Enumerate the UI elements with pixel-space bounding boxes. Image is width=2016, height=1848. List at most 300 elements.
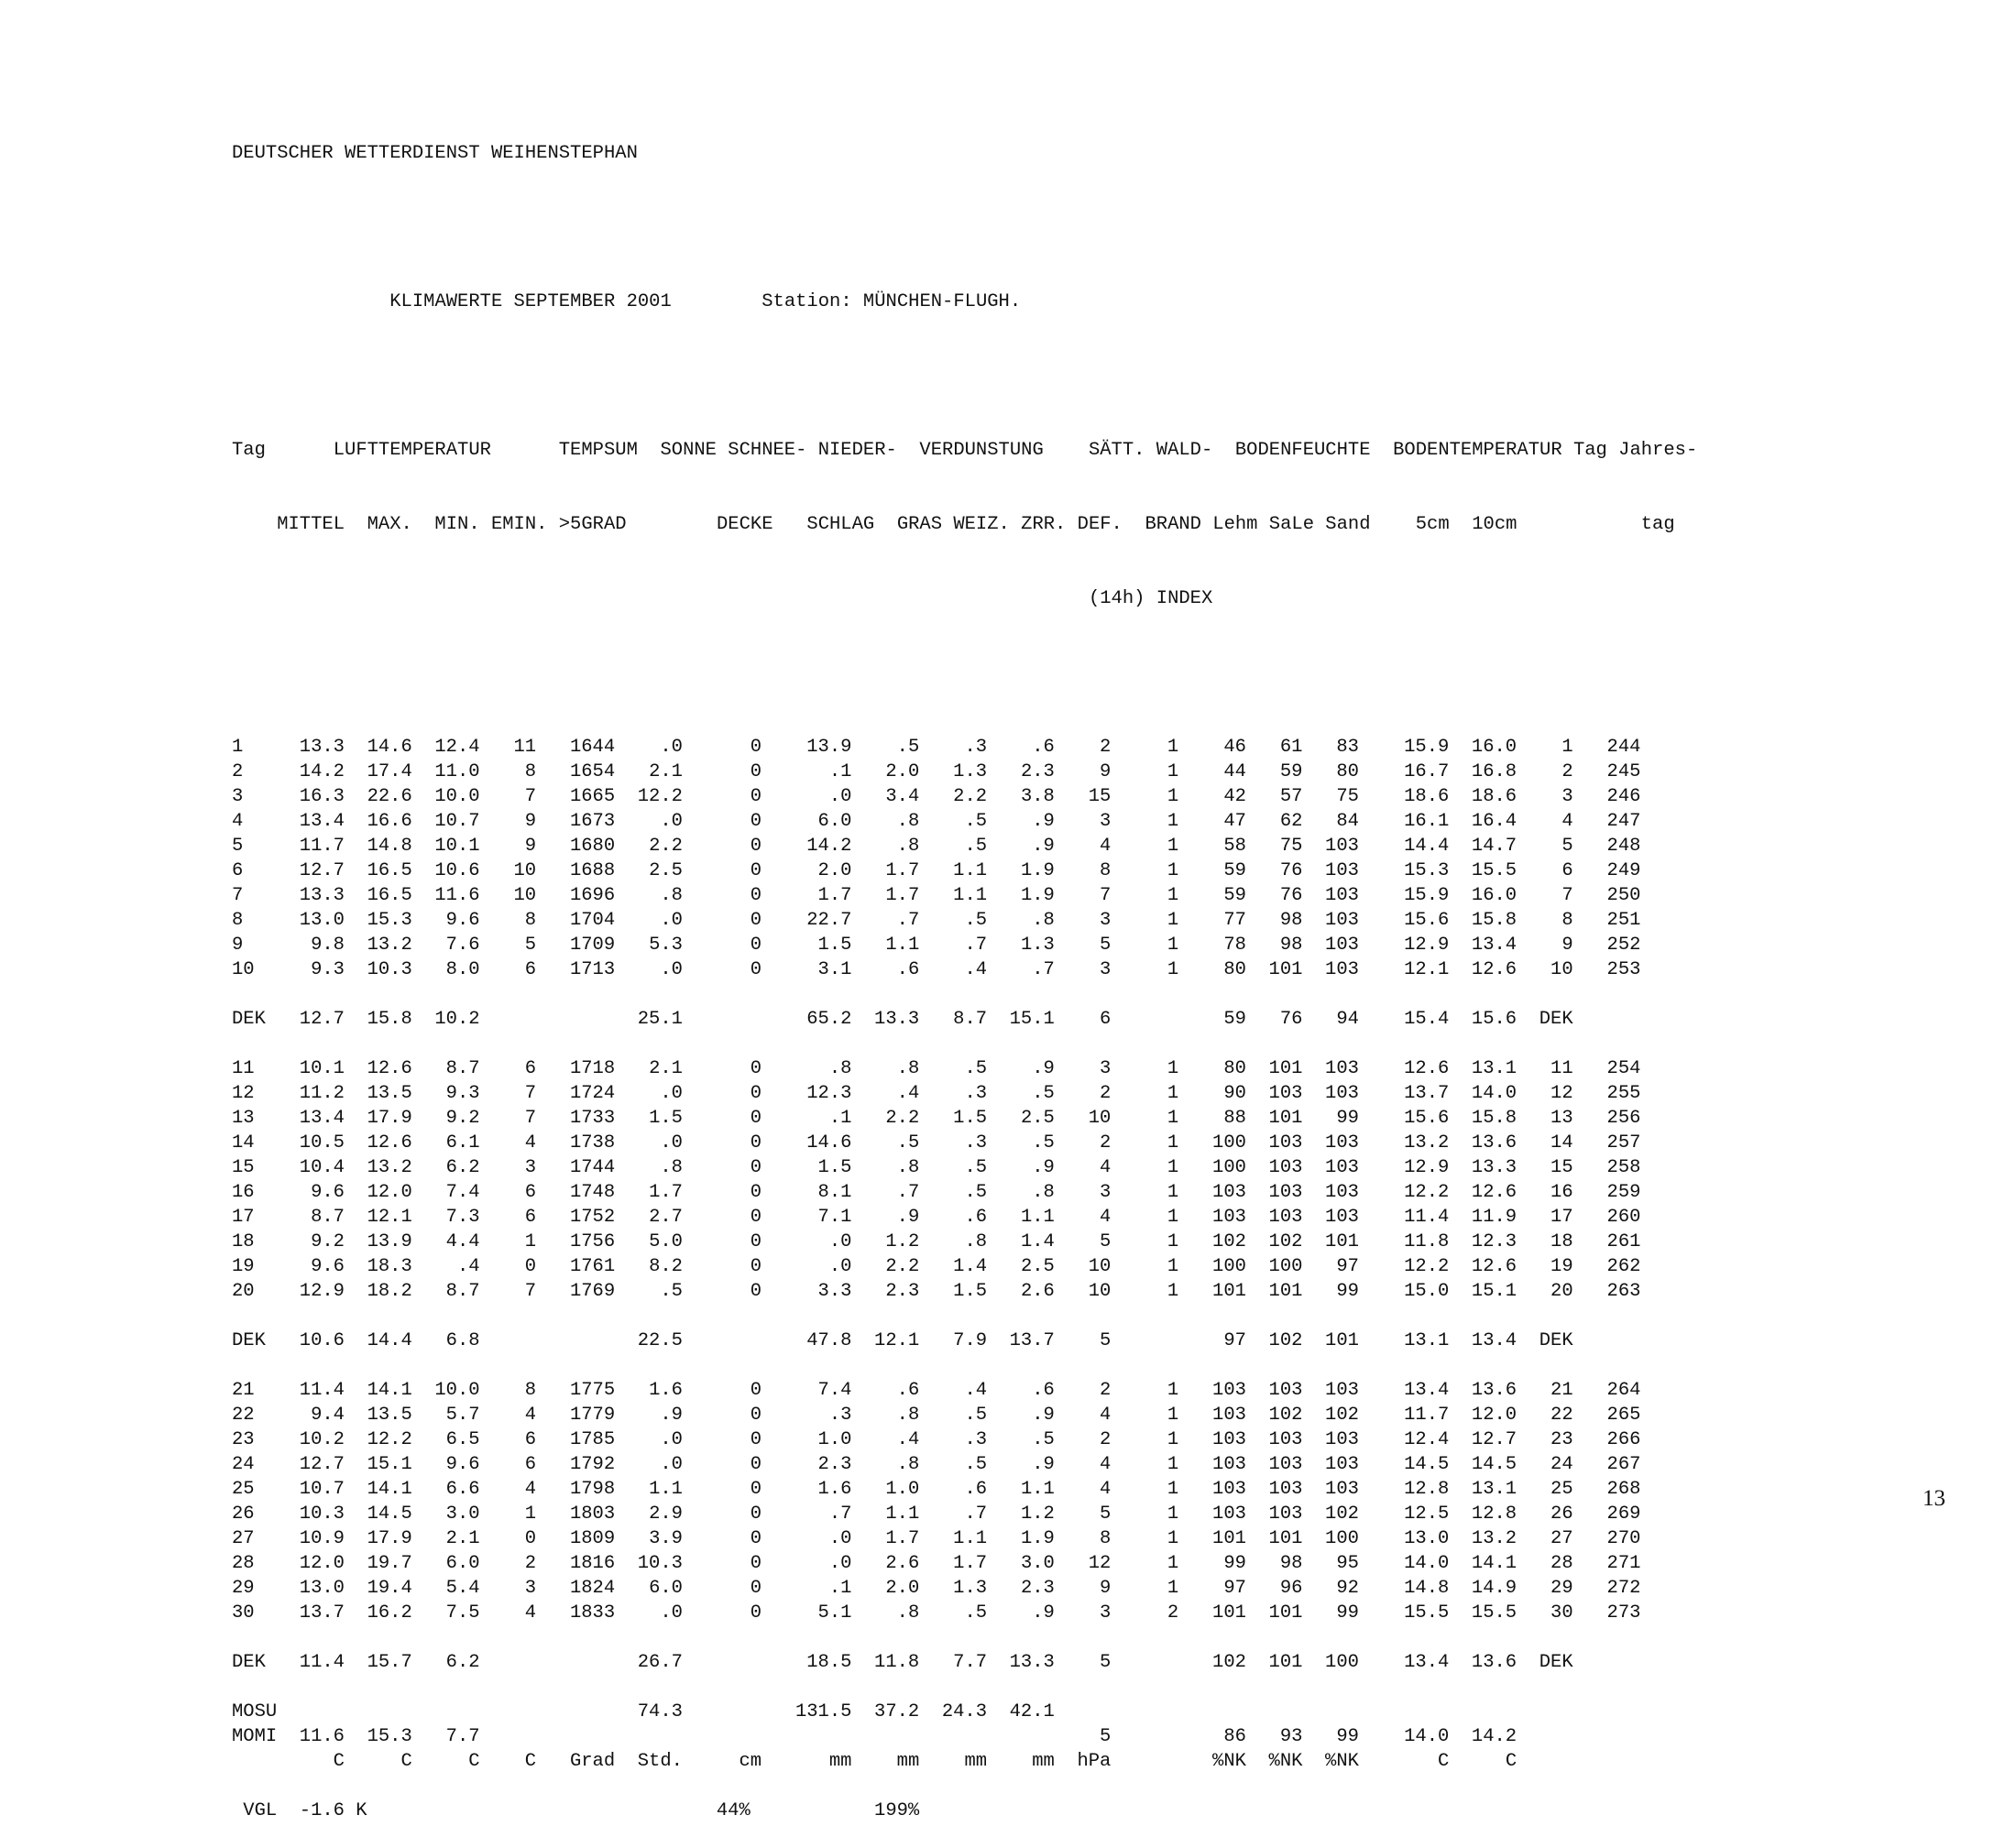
cell: 103 (1212, 1182, 1246, 1203)
table-row (232, 908, 1697, 933)
cell: 12.8 (1404, 1479, 1450, 1500)
cell: .8 (896, 1157, 920, 1178)
cell: 103 (1268, 1454, 1303, 1475)
cell: 5.0 (649, 1231, 683, 1252)
cell: 13.3 (1471, 1157, 1517, 1178)
cell: 30 (232, 1602, 255, 1624)
cell: 18.3 (367, 1256, 412, 1277)
cell: 22 (232, 1405, 255, 1426)
cell: 14.5 (1471, 1454, 1517, 1475)
cell: 13.0 (299, 910, 345, 931)
cell: 1738 (569, 1132, 616, 1154)
cell: 0 (750, 959, 762, 980)
cell: 102 (1325, 1504, 1359, 1525)
cell: 4 (232, 811, 244, 832)
cell: 12 (1550, 1083, 1573, 1104)
cell: 1724 (569, 1083, 616, 1104)
cell: 103 (1325, 1083, 1359, 1104)
cell: 15.8 (1471, 910, 1517, 931)
cell: 6 (524, 1429, 537, 1450)
cell: 4.4 (445, 1231, 480, 1252)
cell: 13.2 (367, 935, 412, 956)
cell: .3 (964, 1083, 988, 1104)
cell: 16.1 (1404, 811, 1450, 832)
cell: 263 (1606, 1281, 1641, 1302)
cell: .4 (456, 1256, 480, 1277)
cell: 255 (1606, 1083, 1641, 1104)
cell: 1 (1167, 1058, 1179, 1079)
cell: 5.4 (445, 1578, 480, 1599)
cell: 15.1 (1009, 1009, 1055, 1030)
cell: 101 (1268, 959, 1303, 980)
cell: 100 (1212, 1256, 1246, 1277)
table-row (232, 834, 1697, 858)
cell: 12.9 (1404, 1157, 1450, 1178)
cell: 16.5 (367, 860, 412, 881)
cell: 249 (1606, 860, 1641, 881)
dekad-row (232, 1007, 1697, 1032)
cell: 2.3 (1020, 761, 1055, 782)
cell: 245 (1606, 761, 1641, 782)
cell: 12.7 (299, 1454, 345, 1475)
cell: 15.6 (1404, 910, 1450, 931)
cell: 6.5 (445, 1429, 480, 1450)
cell: .8 (896, 811, 920, 832)
cell: 101 (1212, 1602, 1246, 1624)
mosu-row (232, 1700, 1697, 1724)
cell: 7 (524, 786, 537, 807)
cell: 88 (1223, 1108, 1246, 1129)
cell: 101 (1268, 1108, 1303, 1129)
cell: 11.4 (299, 1652, 345, 1673)
cell: .5 (660, 1281, 683, 1302)
cell: 1 (1167, 959, 1179, 980)
cell: 2.3 (1020, 1578, 1055, 1599)
cell: 6.8 (445, 1330, 480, 1351)
cell: 3 (1100, 959, 1112, 980)
cell: 10.0 (434, 1380, 480, 1401)
cell: 2.3 (885, 1281, 920, 1302)
cell: 98 (1279, 935, 1303, 956)
cell: 14.6 (367, 737, 412, 758)
cell: 1 (524, 1504, 537, 1525)
cell: 100 (1325, 1652, 1359, 1673)
cell: 11 (232, 1058, 255, 1079)
table-row (232, 883, 1697, 908)
cell: .0 (660, 910, 683, 931)
cell: 98 (1279, 1553, 1303, 1574)
report-title: KLIMAWERTE SEPTEMBER 2001 (389, 291, 672, 312)
cell: 2.5 (1020, 1108, 1055, 1129)
cell: 102 (1268, 1405, 1303, 1426)
cell: 1.5 (953, 1108, 988, 1129)
cell: 7 (1100, 885, 1112, 906)
cell: .8 (896, 1602, 920, 1624)
cell: hPa (1077, 1751, 1112, 1772)
cell: 1.9 (1020, 860, 1055, 881)
cell: 103 (1325, 860, 1359, 881)
cell: .5 (964, 1058, 988, 1079)
cell: 13.4 (299, 811, 345, 832)
cell: .0 (660, 1454, 683, 1475)
cell: 252 (1606, 935, 1641, 956)
cell: 259 (1606, 1182, 1641, 1203)
cell: .5 (964, 1602, 988, 1624)
cell: .5 (1032, 1083, 1055, 1104)
cell: 257 (1606, 1132, 1641, 1154)
cell: 103 (1325, 1454, 1359, 1475)
cell: 14.2 (299, 761, 345, 782)
cell: 13.7 (1404, 1083, 1450, 1104)
cell: 248 (1606, 836, 1641, 857)
cell: DEK (1539, 1330, 1573, 1351)
cell: 3 (1100, 910, 1112, 931)
table-row (232, 1576, 1697, 1601)
cell: .8 (896, 1454, 920, 1475)
column-header-2: MITTEL MAX. MIN. EMIN. >5GRAD DECKE SCHLAG GRAS WEIZ. ZRR. DEF. BRAND Lehm SaLe Sand 5cm 10cm tag (232, 514, 1675, 535)
cell: 16.8 (1471, 761, 1517, 782)
cell: 12.9 (299, 1281, 345, 1302)
vgl-temp: -1.6 K (299, 1800, 367, 1821)
cell: MOMI (232, 1726, 278, 1747)
cell: 10.6 (299, 1330, 345, 1351)
cell: 3.9 (649, 1528, 683, 1549)
cell: 19 (232, 1256, 255, 1277)
cell: 101 (1212, 1281, 1246, 1302)
cell: 25 (232, 1479, 255, 1500)
cell: 15 (232, 1157, 255, 1178)
cell: 15.1 (367, 1454, 412, 1475)
cell: 2.5 (1020, 1256, 1055, 1277)
cell: 13.3 (1009, 1652, 1055, 1673)
cell: cm (739, 1751, 762, 1772)
cell: 13.3 (874, 1009, 920, 1030)
cell: 12.2 (1404, 1256, 1450, 1277)
cell: 9.6 (311, 1182, 345, 1203)
cell: .0 (828, 1231, 852, 1252)
cell: 15.3 (367, 1726, 412, 1747)
cell: 2 (1100, 1380, 1112, 1401)
cell: 5 (1100, 935, 1112, 956)
cell: 1.3 (953, 761, 988, 782)
cell: 1.7 (885, 860, 920, 881)
cell: 1 (1167, 1380, 1179, 1401)
cell: 6 (524, 1182, 537, 1203)
cell: 16.0 (1471, 737, 1517, 758)
cell: 75 (1279, 836, 1303, 857)
cell: 80 (1223, 959, 1246, 980)
cell: 1748 (569, 1182, 616, 1203)
cell: 13.0 (299, 1578, 345, 1599)
table-row (232, 1403, 1697, 1427)
cell: 17.4 (367, 761, 412, 782)
cell: .0 (660, 737, 683, 758)
table-row (232, 1230, 1697, 1254)
cell: 13.2 (1404, 1132, 1450, 1154)
cell: 28 (1550, 1553, 1573, 1574)
cell: 59 (1223, 885, 1246, 906)
cell: 59 (1223, 860, 1246, 881)
cell: 2.0 (885, 1578, 920, 1599)
cell: 103 (1325, 910, 1359, 931)
cell: 269 (1606, 1504, 1641, 1525)
cell: 103 (1325, 1132, 1359, 1154)
cell: 270 (1606, 1528, 1641, 1549)
cell: 5 (1100, 1652, 1112, 1673)
units-row (232, 1749, 1697, 1774)
table-row (232, 1526, 1697, 1551)
cell: .8 (964, 1231, 988, 1252)
cell: 103 (1268, 1429, 1303, 1450)
cell: 103 (1325, 1058, 1359, 1079)
cell: 11.0 (434, 761, 480, 782)
cell: 1.4 (1020, 1231, 1055, 1252)
cell: 99 (1336, 1108, 1359, 1129)
cell: .8 (896, 836, 920, 857)
cell: 101 (1325, 1330, 1359, 1351)
cell: 80 (1336, 761, 1359, 782)
table-row (232, 1378, 1697, 1403)
cell: 6 (232, 860, 244, 881)
cell: 2.6 (885, 1553, 920, 1574)
cell: 12.1 (367, 1207, 412, 1228)
cell: 13 (1550, 1108, 1573, 1129)
cell: %NK (1212, 1751, 1246, 1772)
cell: 0 (750, 1281, 762, 1302)
cell: 6 (524, 1058, 537, 1079)
cell: 12.7 (1471, 1429, 1517, 1450)
cell: 0 (750, 737, 762, 758)
cell: 103 (1212, 1405, 1246, 1426)
cell: 57 (1279, 786, 1303, 807)
table-row (232, 735, 1697, 760)
cell: 42.1 (1009, 1701, 1055, 1722)
cell: 3 (1100, 811, 1112, 832)
cell: 103 (1325, 959, 1359, 980)
cell: 1816 (569, 1553, 616, 1574)
cell: 13.9 (367, 1231, 412, 1252)
cell: 2 (1561, 761, 1573, 782)
cell: 7 (524, 1083, 537, 1104)
cell: 12.4 (1404, 1429, 1450, 1450)
cell: 1665 (569, 786, 616, 807)
cell: 9.4 (311, 1405, 345, 1426)
cell: .4 (964, 959, 988, 980)
cell: 100 (1325, 1528, 1359, 1549)
cell: 14.0 (1471, 1083, 1517, 1104)
cell: DEK (232, 1652, 266, 1673)
cell: .6 (1032, 1380, 1055, 1401)
cell: Std. (637, 1751, 683, 1772)
cell: 13.0 (1404, 1528, 1450, 1549)
cell: 4 (524, 1405, 537, 1426)
cell: 12.8 (1471, 1504, 1517, 1525)
cell: 16.6 (367, 811, 412, 832)
cell: 14.5 (367, 1504, 412, 1525)
cell: 12.6 (1471, 959, 1517, 980)
cell: 2.2 (885, 1256, 920, 1277)
cell: 15.1 (1471, 1281, 1517, 1302)
cell: 1744 (569, 1157, 616, 1178)
cell: 9.3 (445, 1083, 480, 1104)
cell: 14.8 (1404, 1578, 1450, 1599)
cell: 1.9 (1020, 885, 1055, 906)
cell: .9 (1032, 811, 1055, 832)
cell: .0 (660, 811, 683, 832)
cell: 15.5 (1471, 860, 1517, 881)
cell: .4 (896, 1083, 920, 1104)
cell: 13.6 (1471, 1132, 1517, 1154)
table-row (232, 1502, 1697, 1526)
cell: 1 (1167, 1207, 1179, 1228)
cell: 103 (1325, 1207, 1359, 1228)
cell: 75 (1336, 786, 1359, 807)
cell: 1 (1167, 1182, 1179, 1203)
cell: .9 (1032, 1405, 1055, 1426)
cell: .5 (964, 811, 988, 832)
cell: 7.5 (445, 1602, 480, 1624)
cell: 1709 (569, 935, 616, 956)
cell: 264 (1606, 1380, 1641, 1401)
cell: 10 (1550, 959, 1573, 980)
cell: 1785 (569, 1429, 616, 1450)
table-row (232, 957, 1697, 982)
cell: 10.7 (434, 811, 480, 832)
cell: 92 (1336, 1578, 1359, 1599)
cell: 0 (750, 811, 762, 832)
cell: 3 (1100, 1182, 1112, 1203)
cell: 13.9 (806, 737, 852, 758)
cell: 2 (524, 1553, 537, 1574)
cell: mm (964, 1751, 988, 1772)
cell: 13.2 (367, 1157, 412, 1178)
cell: 30 (1550, 1602, 1573, 1624)
cell: 65.2 (806, 1009, 852, 1030)
cell: 11.4 (1404, 1207, 1450, 1228)
cell: 1673 (569, 811, 616, 832)
cell: .7 (896, 1182, 920, 1203)
cell: 14.2 (806, 836, 852, 857)
momi-row (232, 1724, 1697, 1749)
cell: 102 (1268, 1231, 1303, 1252)
cell: 0 (750, 1454, 762, 1475)
cell: 13.6 (1471, 1652, 1517, 1673)
cell: 15.4 (1404, 1009, 1450, 1030)
cell: MOSU (232, 1701, 278, 1722)
cell: 2 (1100, 1083, 1112, 1104)
cell: 14 (1550, 1132, 1573, 1154)
cell: 103 (1212, 1429, 1246, 1450)
cell: 2.2 (649, 836, 683, 857)
cell: 1779 (569, 1405, 616, 1426)
cell: 10.5 (299, 1132, 345, 1154)
cell: 29 (232, 1578, 255, 1599)
cell: 7.7 (953, 1652, 988, 1673)
cell: 8 (524, 910, 537, 931)
cell: 1 (1167, 1553, 1179, 1574)
cell: 16.7 (1404, 761, 1450, 782)
cell: 17.9 (367, 1108, 412, 1129)
table-row (232, 1477, 1697, 1502)
cell: 16.5 (367, 885, 412, 906)
cell: 2.3 (817, 1454, 852, 1475)
cell: 1 (1167, 786, 1179, 807)
cell: 47.8 (806, 1330, 852, 1351)
cell: 0 (750, 1429, 762, 1450)
cell: 1 (1167, 1454, 1179, 1475)
cell: .5 (964, 1157, 988, 1178)
cell: 11 (1550, 1058, 1573, 1079)
cell: 17.9 (367, 1528, 412, 1549)
table-row (232, 1180, 1697, 1205)
cell: 12.7 (299, 1009, 345, 1030)
cell: 15.5 (1471, 1602, 1517, 1624)
cell: 256 (1606, 1108, 1641, 1129)
cell: .7 (828, 1504, 852, 1525)
cell: 13.7 (299, 1602, 345, 1624)
table-row (232, 1427, 1697, 1452)
cell: 1 (1167, 1479, 1179, 1500)
cell: 103 (1325, 1182, 1359, 1203)
cell: 103 (1325, 1380, 1359, 1401)
cell: 29 (1550, 1578, 1573, 1599)
cell: 0 (750, 1108, 762, 1129)
cell: 101 (1268, 1528, 1303, 1549)
cell: 12.6 (1404, 1058, 1450, 1079)
cell: 1.7 (953, 1553, 988, 1574)
cell: 4 (524, 1602, 537, 1624)
cell: 1769 (569, 1281, 616, 1302)
cell: 1.9 (1020, 1528, 1055, 1549)
cell: C (400, 1751, 412, 1772)
cell: 14.4 (1404, 836, 1450, 857)
cell: 86 (1223, 1726, 1246, 1747)
table-row (232, 1106, 1697, 1131)
cell: 15.3 (1404, 860, 1450, 881)
cell: 0 (750, 1528, 762, 1549)
cell: 103 (1212, 1380, 1246, 1401)
cell: 1824 (569, 1578, 616, 1599)
cell: 1833 (569, 1602, 616, 1624)
cell: 0 (750, 1553, 762, 1574)
cell: 18.6 (1471, 786, 1517, 807)
cell: 8.2 (649, 1256, 683, 1277)
cell: .6 (1032, 737, 1055, 758)
cell: 10.2 (434, 1009, 480, 1030)
cell: 1 (1167, 1429, 1179, 1450)
cell: 12 (1088, 1553, 1112, 1574)
cell: 12.2 (367, 1429, 412, 1450)
cell: 246 (1606, 786, 1641, 807)
cell: 59 (1279, 761, 1303, 782)
cell: .9 (896, 1207, 920, 1228)
cell: 244 (1606, 737, 1641, 758)
cell: 2 (1100, 1429, 1112, 1450)
cell: 9.2 (311, 1231, 345, 1252)
cell: 3.3 (817, 1281, 852, 1302)
cell: 103 (1212, 1207, 1246, 1228)
cell: .0 (828, 1528, 852, 1549)
cell: 1 (1167, 1528, 1179, 1549)
cell: 10 (513, 860, 537, 881)
table-row (232, 1081, 1697, 1106)
report-title-line (232, 290, 1697, 314)
cell: 1.1 (649, 1479, 683, 1500)
cell: 250 (1606, 885, 1641, 906)
cell: 1 (1167, 885, 1179, 906)
cell: 1654 (569, 761, 616, 782)
cell: 11.6 (434, 885, 480, 906)
